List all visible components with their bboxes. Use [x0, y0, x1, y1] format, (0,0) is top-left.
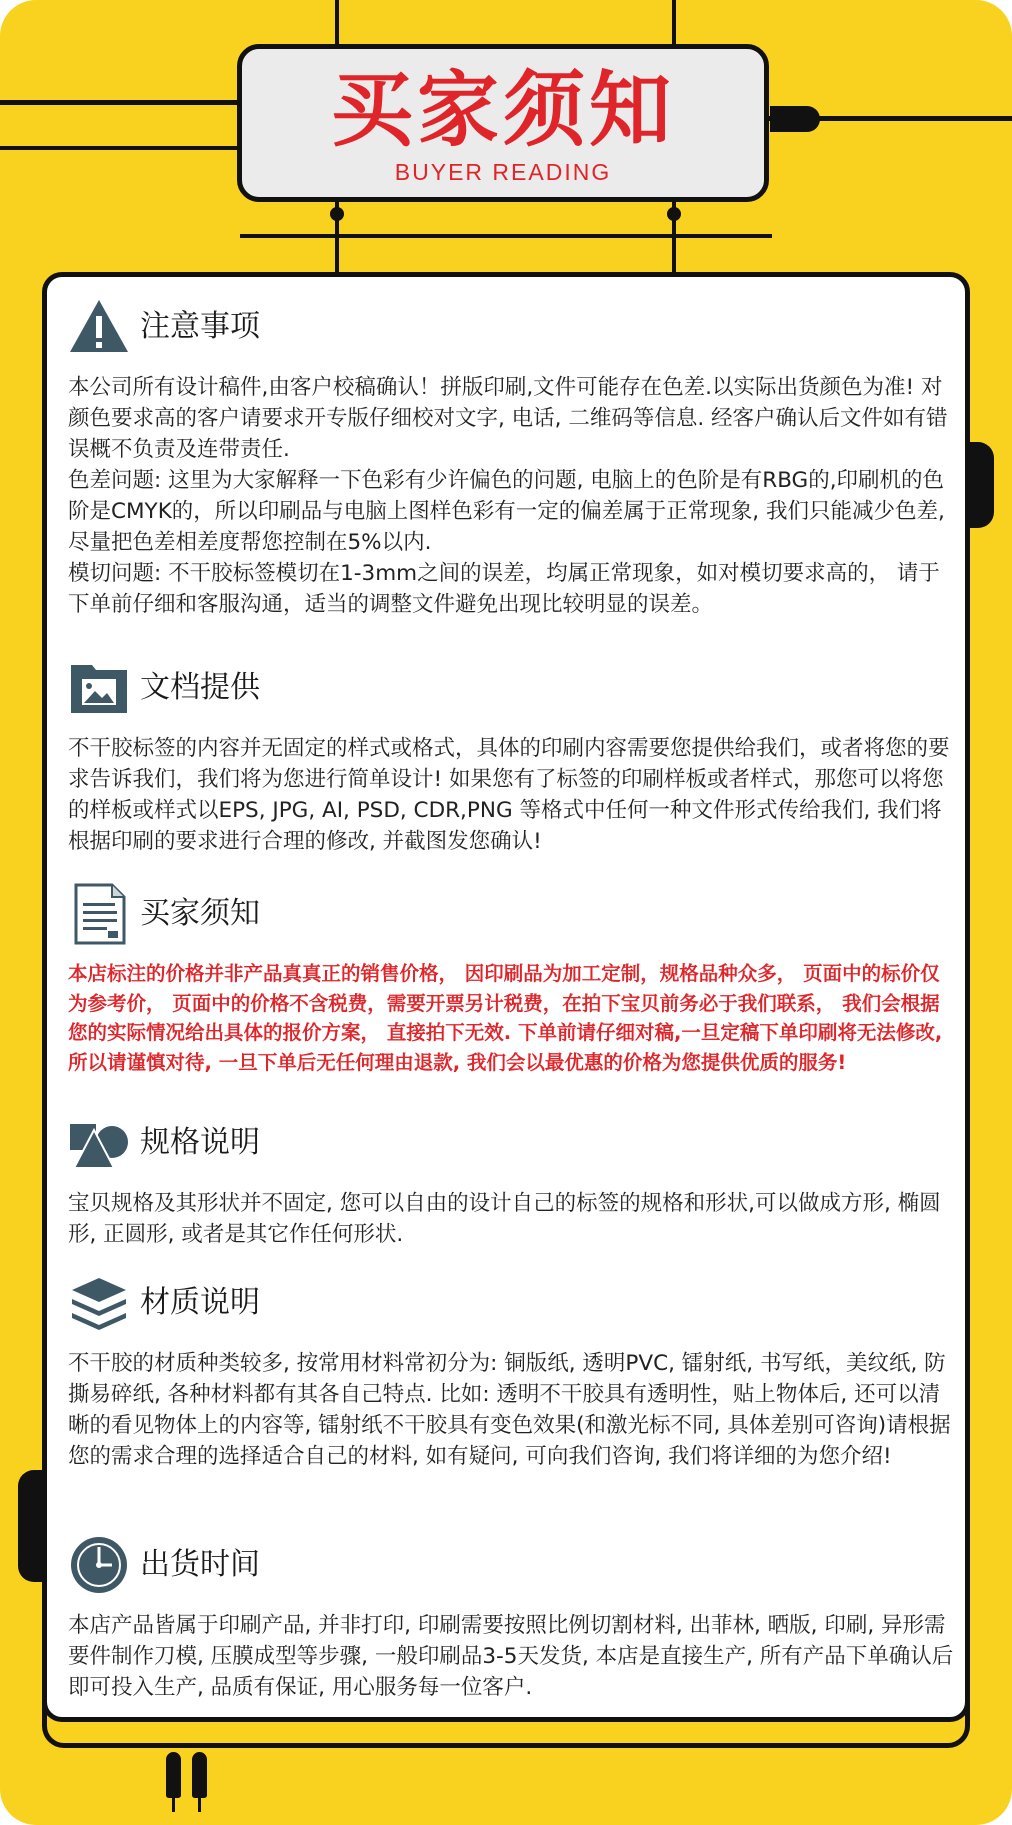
shapes-icon: [68, 1112, 130, 1174]
layers-icon: [68, 1272, 130, 1334]
paragraph: 宝贝规格及其形状并不固定, 您可以自由的设计自己的标签的规格和形状,可以做成方形, 椭圆形, 正圆形, 或者是其它作任何形状.: [68, 1191, 941, 1247]
frame-handle: [770, 106, 820, 132]
section-title: 出货时间: [140, 1547, 260, 1582]
header-box: [237, 44, 769, 202]
section-buyer-notice: [68, 883, 956, 1077]
header-subtitle: BUYER READING: [394, 159, 612, 185]
paragraph: 不干胶标签的内容并无固定的样式或格式，具体的印刷内容需要您提供给我们，或者将您的要求告诉我们，我们将为您进行简单设计! 如果您有了标签的印刷样板或者样式，那您可以将您的样板或样式以EPS, JPG, AI, PSD, CDR,PNG 等格式中任何一种文件形式传给我们, 我们将根据印刷的要求进行合理的修改, 并截图发您确认!: [68, 736, 950, 854]
bottom-pin-right: [192, 1752, 207, 1798]
warning-icon: [68, 296, 130, 358]
section-title: 注意事项: [140, 309, 260, 344]
paragraph: 色差问题: 这里为大家解释一下色彩有少许偏色的问题, 电脑上的色阶是有RBG的,印刷机的色阶是CMYK的，所以印刷品与电脑上图样色彩有一定的偏差属于正常现象, 我们只能减少色差, 尽量把色差相差度帮您控制在5%以内.: [68, 468, 945, 555]
frame-vline-2: [672, 0, 676, 46]
section-header: [68, 1112, 956, 1174]
section-header: [68, 296, 956, 358]
frame-line-cross: [240, 234, 772, 238]
frame-knob-left: [330, 207, 344, 221]
section-specs: [68, 1112, 956, 1250]
section-materials: [68, 1272, 956, 1472]
section-title: 规格说明: [140, 1125, 260, 1160]
paragraph: 本店标注的价格并非产品真真正的销售价格， 因印刷品为加工定制，规格品种众多， 页面中的标价仅为参考价， 页面中的价格不含税费，需要开票另计税费，在拍下宝贝前务必于我们联系， 我们会根据您的实际情况给出具体的报价方案， 直接拍下无效. 下单前请仔细对稿,一旦定稿下单印刷将无法修改, 所以请谨慎对待, 一旦下单后无任何理由退款, 我们会以最优惠的价格为您提供优质的服务!: [68, 962, 943, 1074]
section-header: [68, 657, 956, 719]
folder-image-icon: [68, 657, 130, 719]
frame-knob-right: [667, 207, 681, 221]
section-header: [68, 883, 956, 945]
frame-line-mid-left: [0, 146, 240, 150]
paragraph: 模切问题: 不干胶标签模切在1-3mm之间的误差，均属正常现象，如对模切要求高的， 请于下单前仔细和客服沟通，适当的调整文件避免出现比较明显的误差。: [68, 561, 940, 617]
section-notice: [68, 296, 956, 620]
bottom-pin-tail-left: [172, 1794, 175, 1812]
section-shipping: [68, 1534, 956, 1703]
section-body: [68, 1188, 956, 1250]
bottom-pin-tail-right: [198, 1794, 201, 1812]
frame-line-top: [0, 100, 250, 105]
section-header: [68, 1272, 956, 1334]
section-documents: [68, 657, 956, 857]
bottom-pin-left: [166, 1752, 181, 1798]
section-body: [68, 372, 956, 620]
clock-icon: [68, 1534, 130, 1596]
section-body: [68, 1610, 956, 1703]
section-body: [68, 959, 956, 1077]
paragraph: 不干胶的材质种类较多, 按常用材料常初分为: 铜版纸, 透明PVC, 镭射纸, 书写纸，美纹纸, 防撕易碎纸, 各种材料都有其各自己特点. 比如: 透明不干胶具有透明性，贴上物体后, 还可以清晰的看见物体上的内容等, 镭射纸不干胶具有变色效果(和激光标不同, 具体差别可咨询)请根据您的需求合理的选择适合自己的材料, 如有疑问, 可向我们咨询, 我们将详细的为您介绍!: [68, 1351, 951, 1469]
document-icon: [68, 883, 130, 945]
section-body: [68, 1348, 956, 1472]
frame-vline-1: [335, 0, 339, 46]
section-title: 文档提供: [140, 670, 260, 705]
paragraph: 本公司所有设计稿件,由客户校稿确认！拼版印刷,文件可能存在色差.以实际出货颜色为准! 对颜色要求高的客户请要求开专版仔细校对文字, 电话, 二维码等信息. 经客户确认后文件如有错误概不负责及连带责任.: [68, 375, 948, 462]
header-title: 买家须知: [330, 63, 675, 158]
paragraph: 本店产品皆属于印刷产品, 并非打印, 印刷需要按照比例切割材料, 出菲林, 晒版, 印刷, 异形需要件制作刀模, 压膜成型等步骤, 一般印刷品3-5天发货, 本店是直接生产, 所有产品下单确认后即可投入生产, 品质有保证, 用心服务每一位客户.: [68, 1613, 954, 1700]
section-header: [68, 1534, 956, 1596]
section-title: 材质说明: [140, 1285, 260, 1320]
section-body: [68, 733, 956, 857]
section-title: 买家须知: [140, 896, 260, 931]
